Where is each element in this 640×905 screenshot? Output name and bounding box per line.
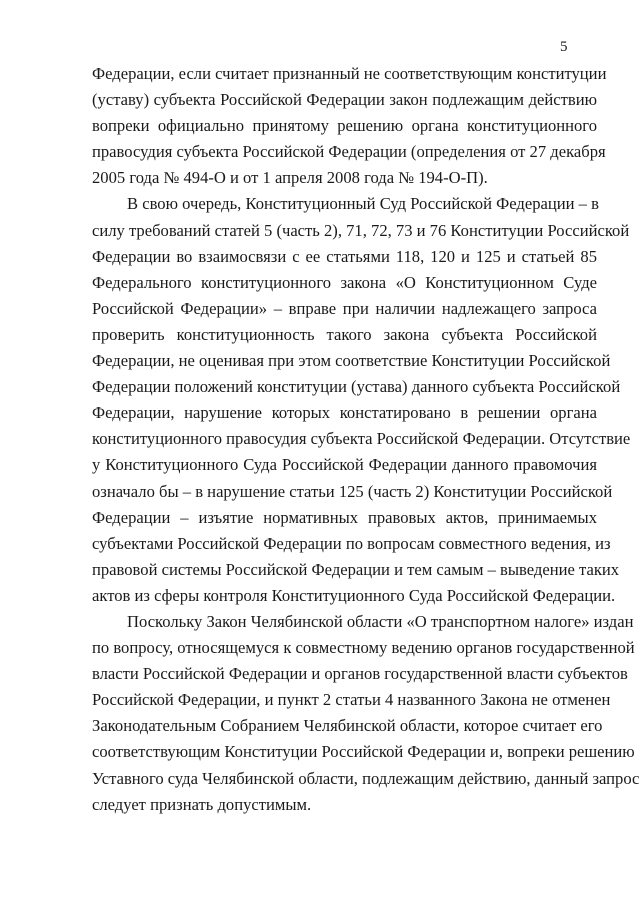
text-line: Российской Федерации» – вправе при наличии надлежащего запроса xyxy=(92,298,597,318)
text-line: актов из сферы контроля Конституционного Суда Российской Федерации. xyxy=(92,585,616,605)
text-line: В свою очередь, Конституционный Суд Российской Федерации – в xyxy=(127,194,599,214)
page-number: 5 xyxy=(560,39,568,55)
text-line: Федерации положений конституции (устава) данного субъекта Российской xyxy=(92,377,621,397)
text-line: Федерации, если считает признанный не соответствующим конституции xyxy=(92,64,607,83)
text-line: Поскольку Закон Челябинской области «О транспортном налоге» издан xyxy=(127,611,634,631)
text-line: 2005 года № 494-О и от 1 апреля 2008 года № 194-О-П). xyxy=(92,168,488,188)
text-line: правосудия субъекта Российской Федерации (определения от 27 декабря xyxy=(92,142,606,162)
document-body xyxy=(92,61,640,818)
text-line: Уставного суда Челябинской области, подлежащим действию, данный запрос xyxy=(92,768,640,788)
text-line: у Конституционного Суда Российской Федерации данного правомочия xyxy=(92,455,597,475)
text-line: Федерации во взаимосвязи с ее статьями 118, 120 и 125 и статьей 85 xyxy=(92,246,597,266)
text-line: конституционного правосудия субъекта Российской Федерации. Отсутствие xyxy=(92,429,631,449)
paragraph xyxy=(92,191,631,609)
text-line: Законодательным Собранием Челябинской области, которое считает его xyxy=(92,716,603,736)
text-line: Федерации, не оценивая при этом соответствие Конституции Российской xyxy=(92,351,611,371)
text-line: власти Российской Федерации и органов государственной власти субъектов xyxy=(92,664,628,684)
text-line: проверить конституционность такого закона субъекта Российской xyxy=(92,324,597,344)
text-line: следует признать допустимым. xyxy=(92,794,312,814)
text-line: Российской Федерации, и пункт 2 статьи 4 названного Закона не отменен xyxy=(92,690,611,710)
text-line: субъектами Российской Федерации по вопросам совместного ведения, из xyxy=(92,533,611,553)
text-line: по вопросу, относящемуся к совместному ведению органов государственной xyxy=(92,638,635,658)
text-line: вопреки официально принятому решению органа конституционного xyxy=(92,116,597,136)
text-line: правовой системы Российской Федерации и тем самым – выведение таких xyxy=(92,559,620,579)
text-line: означало бы – в нарушение статьи 125 (часть 2) Конституции Российской xyxy=(92,481,613,501)
text-line: соответствующим Конституции Российской Федерации и, вопреки решению xyxy=(92,742,635,762)
text-line: (уставу) субъекта Российской Федерации закон подлежащим действию xyxy=(92,90,597,110)
text-line: Федерации – изъятие нормативных правовых актов, принимаемых xyxy=(92,507,597,527)
paragraph xyxy=(92,609,640,818)
text-line: силу требований статей 5 (часть 2), 71, 72, 73 и 76 Конституции Российской xyxy=(92,220,630,240)
paragraph xyxy=(92,61,607,191)
text-line: Федерации, нарушение которых констатировано в решении органа xyxy=(92,403,597,423)
text-line: Федерального конституционного закона «О Конституционном Суде xyxy=(92,272,597,292)
